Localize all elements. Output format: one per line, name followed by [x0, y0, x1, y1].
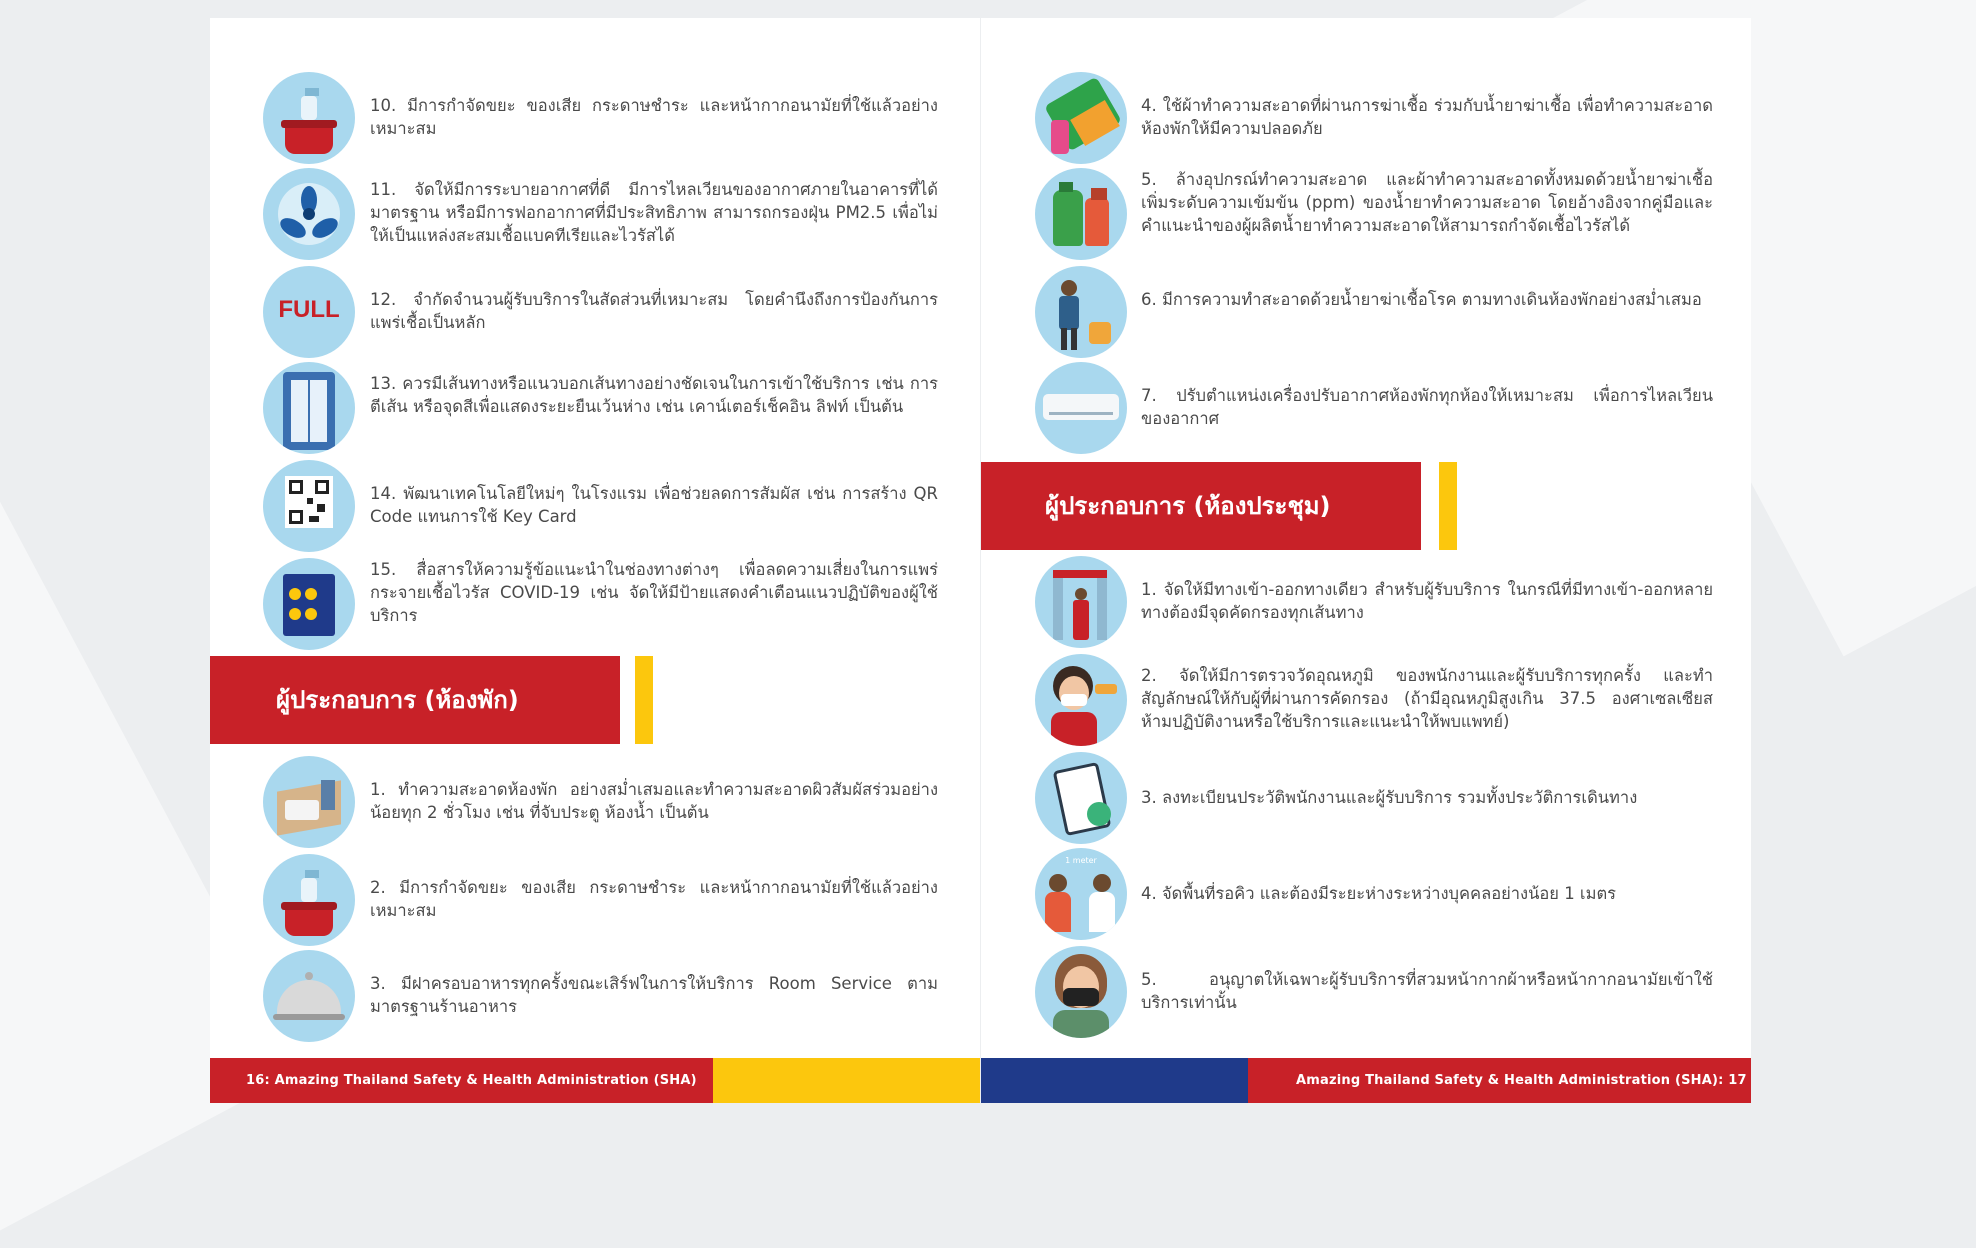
guideline-item	[210, 950, 980, 1042]
guideline-item	[210, 460, 980, 552]
distance-label: 1 meter	[1065, 856, 1097, 865]
guideline-item	[981, 266, 1751, 358]
guideline-item	[210, 72, 980, 164]
guideline-item	[981, 946, 1751, 1038]
bin-sanitizer-icon	[263, 854, 355, 946]
guideline-item	[981, 848, 1751, 940]
guideline-item	[981, 168, 1751, 260]
footer-bar-blue	[981, 1058, 1248, 1103]
fan-icon	[263, 168, 355, 260]
section-header-meeting-rooms: ผู้ประกอบการ (ห้องประชุม)	[981, 462, 1421, 550]
elevator-icon	[263, 362, 355, 454]
guideline-item	[210, 756, 980, 848]
section-header-accent	[1439, 462, 1457, 550]
guideline-text: 12. จำกัดจำนวนผู้รับบริการในสัดส่วนที่เหมาะสม โดยคำนึงถึงการป้องกันการแพร่เชื้อเป็นหลัก	[370, 290, 938, 332]
guideline-item	[210, 362, 980, 454]
hotel-room-icon	[263, 756, 355, 848]
face-mask-person-icon	[1035, 946, 1127, 1038]
bin-sanitizer-icon	[263, 72, 355, 164]
temperature-check-icon	[1035, 654, 1127, 746]
social-distance-icon	[1035, 848, 1127, 940]
section-header-rooms: ผู้ประกอบการ (ห้องพัก)	[210, 656, 620, 744]
full-sign-label: FULL	[278, 296, 340, 323]
footer-bar-yellow	[713, 1058, 980, 1103]
disinfectant-bottles-icon	[1035, 168, 1127, 260]
brochure-page-right	[981, 18, 1751, 1103]
guideline-item	[981, 362, 1751, 454]
guideline-text: 10. มีการกำจัดขยะ ของเสีย กระดาษชำระ และหน้ากากอนามัยที่ใช้แล้วอย่างเหมาะสม	[370, 96, 938, 138]
guideline-text: 4. จัดพื้นที่รอคิว และต้องมีระยะห่างระหว่างบุคคลอย่างน้อย 1 เมตร	[1141, 884, 1617, 903]
mopping-person-icon	[1035, 266, 1127, 358]
guideline-text: 5. อนุญาตให้เฉพาะผู้รับบริการที่สวมหน้ากากผ้าหรือหน้ากากอนามัยเข้าใช้บริการเท่านั้น	[1141, 970, 1713, 1012]
section-header-accent	[635, 656, 653, 744]
air-conditioner-icon	[1035, 362, 1127, 454]
guideline-item	[981, 556, 1751, 648]
full-sign-icon	[263, 266, 355, 358]
clipboard-check-icon	[1035, 752, 1127, 844]
guideline-item	[210, 266, 980, 358]
guideline-text: 1. จัดให้มีทางเข้า-ออกทางเดียว สำหรับผู้รับบริการ ในกรณีที่มีทางเข้า-ออกหลายทางต้องมีจุดคัดกรองทุกเส้นทาง	[1141, 580, 1713, 622]
food-cloche-icon	[263, 950, 355, 1042]
guideline-text: 2. มีการกำจัดขยะ ของเสีย กระดาษชำระ และหน้ากากอนามัยที่ใช้แล้วอย่างเหมาะสม	[370, 878, 938, 920]
guideline-text: 3. มีฝาครอบอาหารทุกครั้งขณะเสิร์ฟในการให้บริการ Room Service ตามมาตรฐานร้านอาหาร	[370, 974, 938, 1016]
guideline-item	[210, 168, 980, 260]
guideline-text: 4. ใช้ผ้าทำความสะอาดที่ผ่านการฆ่าเชื้อ ร่วมกับน้ำยาฆ่าเชื้อ เพื่อทำความสะอาดห้องพักให้มีความปลอดภัย	[1141, 96, 1713, 138]
guideline-item	[981, 72, 1751, 164]
guideline-item	[210, 558, 980, 650]
entrance-screening-icon	[1035, 556, 1127, 648]
guideline-item	[981, 752, 1751, 844]
guideline-text: 5. ล้างอุปกรณ์ทำความสะอาด และผ้าทำความสะอาดทั้งหมดด้วยน้ำยาฆ่าเชื้อ เพิ่มระดับความเข้มข้น (ppm) ของน้ำยาทำความสะอาด โดยอ้างอิงจากคู่มือและคำแนะนำของผู้ผลิตน้ำยาทำความสะอาดให้สามารถกำจัดเชื้อไวรัสได้	[1141, 170, 1713, 235]
guideline-text: 13. ควรมีเส้นทางหรือแนวบอกเส้นทางอย่างชัดเจนในการเข้าใช้บริการ เช่น การตีเส้น หรือจุดสีเพื่อแสดงระยะยืนเว้นห่าง เช่น เคาน์เตอร์เช็คอิน ลิฟท์ เป็นต้น	[370, 374, 938, 416]
brochure-page-left	[210, 18, 980, 1103]
guideline-text: 15. สื่อสารให้ความรู้ข้อแนะนำในช่องทางต่างๆ เพื่อลดความเสี่ยงในการแพร่กระจายเชื้อไวรัส COVID-19 เช่น จัดให้มีป้ายแสดงคำเตือนแนวปฏิบัติของผู้ใช้บริการ	[370, 560, 938, 625]
guideline-text: 6. มีการความทำสะอาดด้วยน้ำยาฆ่าเชื้อโรค ตามทางเดินห้องพักอย่างสม่ำเสมอ	[1141, 290, 1702, 309]
footer-page-label: 16: Amazing Thailand Safety & Health Administration (SHA)	[246, 1073, 697, 1088]
guideline-text: 7. ปรับตำแหน่งเครื่องปรับอากาศห้องพักทุกห้องให้เหมาะสม เพื่อการไหลเวียนของอากาศ	[1141, 386, 1713, 428]
guideline-text: 11. จัดให้มีการระบายอากาศที่ดี มีการไหลเวียนของอากาศภายในอาคารที่ได้มาตรฐาน หรือมีการฟอกอากาศที่มีประสิทธิภาพ สามารถกรองฝุ่น PM2.5 เพื่อไม่ให้เป็นแหล่งสะสมเชื้อแบคทีเรียและไวรัสได้	[370, 180, 938, 245]
guideline-item	[210, 854, 980, 946]
cleaning-cloth-icon	[1035, 72, 1127, 164]
guideline-text: 1. ทำความสะอาดห้องพัก อย่างสม่ำเสมอและทำความสะอาดผิวสัมผัสร่วมอย่างน้อยทุก 2 ชั่วโมง เช่น ที่จับประตู ห้องน้ำ เป็นต้น	[370, 780, 938, 822]
guideline-item	[981, 654, 1751, 746]
footer-page-label: Amazing Thailand Safety & Health Administration (SHA): 17	[1296, 1073, 1747, 1088]
info-board-icon	[263, 558, 355, 650]
guideline-text: 2. จัดให้มีการตรวจวัดอุณหภูมิ ของพนักงานและผู้รับบริการทุกครั้ง และทำสัญลักษณ์ให้กับผู้ที่ผ่านการคัดกรอง (ถ้ามีอุณหภูมิสูงเกิน 37.5 องศาเซลเซียส ห้ามปฏิบัติงานหรือใช้บริการและแนะนำให้พบแพทย์)	[1141, 666, 1713, 731]
guideline-text: 14. พัฒนาเทคโนโลยีใหม่ๆ ในโรงแรม เพื่อช่วยลดการสัมผัส เช่น การสร้าง QR Code แทนการใช้ Key Card	[370, 484, 938, 526]
qr-code-icon	[263, 460, 355, 552]
guideline-text: 3. ลงทะเบียนประวัติพนักงานและผู้รับบริการ รวมทั้งประวัติการเดินทาง	[1141, 788, 1638, 807]
